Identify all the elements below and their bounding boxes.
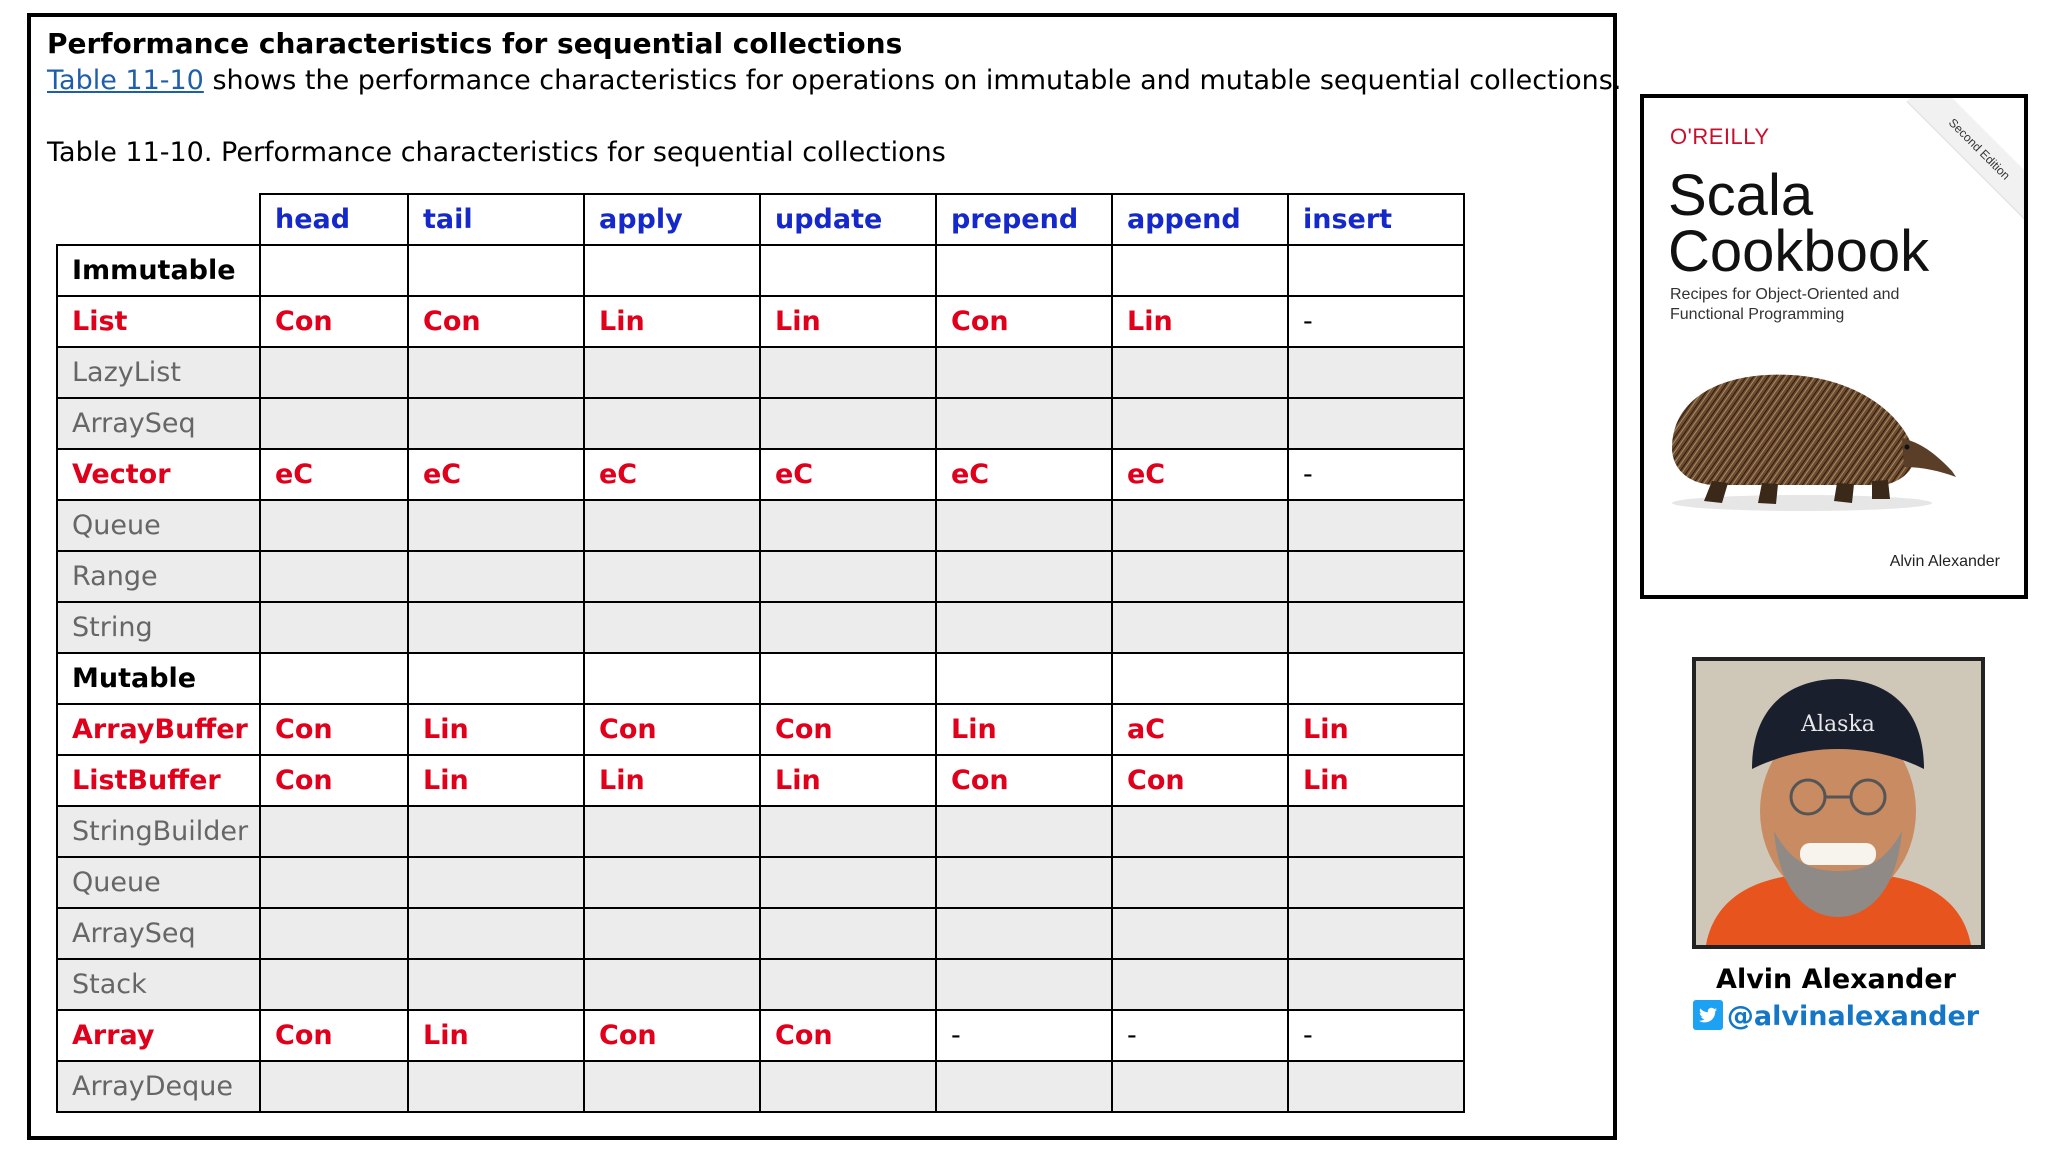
table-cell <box>408 347 584 398</box>
table-cell <box>260 551 408 602</box>
table-cell <box>408 857 584 908</box>
table-cell <box>260 653 408 704</box>
table-cell <box>936 602 1112 653</box>
column-header: head <box>260 194 408 245</box>
row-label: ArrayBuffer <box>57 704 260 755</box>
table-cell <box>584 245 760 296</box>
row-label: ArrayDeque <box>57 1061 260 1112</box>
table-cell: Lin <box>584 755 760 806</box>
header-corner <box>57 194 260 245</box>
table-cell <box>760 857 936 908</box>
table-cell <box>260 245 408 296</box>
book-author: Alvin Alexander <box>1889 553 2000 570</box>
column-header: update <box>760 194 936 245</box>
column-header: apply <box>584 194 760 245</box>
table-cell <box>760 806 936 857</box>
table-row <box>57 449 1464 500</box>
table-row <box>57 296 1464 347</box>
table-cell: Lin <box>408 1010 584 1061</box>
row-label: Mutable <box>57 653 260 704</box>
table-cell <box>1288 500 1464 551</box>
table-cell: eC <box>760 449 936 500</box>
table-cell <box>584 1061 760 1112</box>
table-row <box>57 908 1464 959</box>
row-label: String <box>57 602 260 653</box>
table-header-row <box>57 194 1464 245</box>
table-cell: Con <box>936 755 1112 806</box>
table-cell <box>584 398 760 449</box>
table-cell: Con <box>936 296 1112 347</box>
column-header: tail <box>408 194 584 245</box>
table-cell <box>1112 653 1288 704</box>
table-cell <box>1288 959 1464 1010</box>
row-label: LazyList <box>57 347 260 398</box>
table-row <box>57 245 1464 296</box>
table-cell: Lin <box>584 296 760 347</box>
table-cell <box>1288 653 1464 704</box>
echidna-illustration <box>1652 343 1972 518</box>
table-cell: - <box>1288 449 1464 500</box>
table-cell <box>936 959 1112 1010</box>
table-cell <box>260 806 408 857</box>
table-cell <box>260 857 408 908</box>
table-cell: Lin <box>1288 755 1464 806</box>
book-cover <box>1640 94 2028 599</box>
table-caption: Table 11-10. Performance characteristics for sequential collections <box>47 137 946 168</box>
table-row <box>57 857 1464 908</box>
table-cell <box>1112 959 1288 1010</box>
table-cell <box>584 959 760 1010</box>
table-cell <box>1112 347 1288 398</box>
book-title-line: Cookbook <box>1668 219 1930 284</box>
table-cell: Con <box>260 1010 408 1061</box>
table-cell: eC <box>1112 449 1288 500</box>
table-cell <box>584 653 760 704</box>
table-row <box>57 755 1464 806</box>
table-cell <box>1112 245 1288 296</box>
presenter-portrait <box>1696 661 1981 945</box>
row-label: Immutable <box>57 245 260 296</box>
table-cell <box>1288 551 1464 602</box>
table-cell: Con <box>260 704 408 755</box>
table-cell <box>760 551 936 602</box>
slide-panel <box>27 13 1622 1140</box>
table-cell <box>408 959 584 1010</box>
table-cell <box>408 398 584 449</box>
hat-text: Alaska <box>1801 712 1875 737</box>
table-cell: - <box>1112 1010 1288 1061</box>
table-cell: eC <box>584 449 760 500</box>
table-row <box>57 1010 1464 1061</box>
table-cell <box>760 959 936 1010</box>
table-cell: aC <box>1112 704 1288 755</box>
row-label: Queue <box>57 500 260 551</box>
table-cell <box>1288 398 1464 449</box>
table-cell <box>260 500 408 551</box>
presenter-name: Alvin Alexander <box>1716 964 1956 995</box>
table-body <box>57 245 1464 1112</box>
table-row <box>57 398 1464 449</box>
table-cell: Con <box>260 755 408 806</box>
table-row <box>57 347 1464 398</box>
table-row <box>57 500 1464 551</box>
table-cell <box>1288 857 1464 908</box>
table-cell <box>936 500 1112 551</box>
row-label: Vector <box>57 449 260 500</box>
table-row <box>57 602 1464 653</box>
row-label: Array <box>57 1010 260 1061</box>
table-cell <box>260 908 408 959</box>
table-cell: eC <box>936 449 1112 500</box>
table-cell <box>408 908 584 959</box>
table-cell <box>260 959 408 1010</box>
table-reference-link[interactable]: Table 11-10 <box>47 65 204 96</box>
twitter-handle[interactable] <box>1640 1000 2032 1032</box>
table-cell <box>584 551 760 602</box>
table-cell <box>1288 347 1464 398</box>
intro-text: shows the performance characteristics for operations on immutable and mutable sequential collections. <box>203 65 1622 96</box>
row-label: ListBuffer <box>57 755 260 806</box>
table-cell <box>936 1061 1112 1112</box>
table-cell: - <box>936 1010 1112 1061</box>
row-label: Stack <box>57 959 260 1010</box>
table-cell: Lin <box>1112 296 1288 347</box>
table-cell <box>1288 602 1464 653</box>
book-subtitle: Recipes for Object-Oriented and Functional Programming <box>1670 286 1900 323</box>
table-cell <box>1288 806 1464 857</box>
book-title-line: Scala <box>1668 163 1814 228</box>
table-cell: - <box>1288 296 1464 347</box>
row-label: ArraySeq <box>57 908 260 959</box>
table-cell <box>936 551 1112 602</box>
table-cell <box>584 908 760 959</box>
table-cell <box>260 602 408 653</box>
table-cell <box>1288 908 1464 959</box>
table-cell <box>1112 398 1288 449</box>
table-cell <box>408 500 584 551</box>
table-cell <box>1112 1061 1288 1112</box>
table-cell <box>1112 857 1288 908</box>
table-cell <box>260 1061 408 1112</box>
table-cell: eC <box>408 449 584 500</box>
table-cell <box>936 347 1112 398</box>
table-cell: Con <box>260 296 408 347</box>
table-row <box>57 653 1464 704</box>
table-row <box>57 1061 1464 1112</box>
table-cell <box>408 551 584 602</box>
table-cell <box>584 347 760 398</box>
table-cell <box>1112 551 1288 602</box>
book-title <box>1668 163 1930 284</box>
table-cell: Con <box>760 704 936 755</box>
table-cell: Lin <box>408 755 584 806</box>
table-cell <box>936 398 1112 449</box>
row-label: Queue <box>57 857 260 908</box>
table-cell <box>1288 1061 1464 1112</box>
table-cell <box>936 245 1112 296</box>
column-header: append <box>1112 194 1288 245</box>
table-cell <box>408 653 584 704</box>
edition-band: Second Edition <box>1907 94 2028 222</box>
table-cell <box>936 806 1112 857</box>
table-row <box>57 806 1464 857</box>
table-cell <box>760 245 936 296</box>
slide-title: Performance characteristics for sequential collections <box>47 27 903 60</box>
table-cell <box>760 653 936 704</box>
table-cell <box>760 602 936 653</box>
intro-paragraph <box>47 65 1621 96</box>
table-cell <box>584 500 760 551</box>
table-cell <box>1112 500 1288 551</box>
table-cell <box>1112 908 1288 959</box>
row-label: ArraySeq <box>57 398 260 449</box>
table-cell <box>936 857 1112 908</box>
table-cell <box>408 602 584 653</box>
table-cell <box>408 1061 584 1112</box>
row-label: List <box>57 296 260 347</box>
publisher-logo: O'REILLY <box>1670 124 1770 149</box>
presenter-photo <box>1692 657 1985 949</box>
table-cell: Lin <box>1288 704 1464 755</box>
table-cell: Con <box>584 704 760 755</box>
table-cell <box>936 653 1112 704</box>
table-cell: Lin <box>760 296 936 347</box>
table-cell <box>1112 806 1288 857</box>
twitter-handle-text: @alvinalexander <box>1726 1001 1980 1032</box>
table-cell: Lin <box>936 704 1112 755</box>
table-row <box>57 959 1464 1010</box>
table-cell <box>584 806 760 857</box>
table-cell <box>260 347 408 398</box>
table-cell: eC <box>260 449 408 500</box>
column-header: insert <box>1288 194 1464 245</box>
table-cell <box>1112 602 1288 653</box>
row-label: StringBuilder <box>57 806 260 857</box>
table-cell: Con <box>1112 755 1288 806</box>
table-cell: Lin <box>760 755 936 806</box>
table-cell: Con <box>584 1010 760 1061</box>
table-cell <box>584 857 760 908</box>
table-row <box>57 704 1464 755</box>
table-cell <box>760 398 936 449</box>
table-cell: Lin <box>408 704 584 755</box>
performance-table <box>56 193 1465 1113</box>
table-cell <box>260 398 408 449</box>
table-cell <box>1288 245 1464 296</box>
table-cell <box>584 602 760 653</box>
row-label: Range <box>57 551 260 602</box>
table-cell <box>408 806 584 857</box>
table-cell <box>760 1061 936 1112</box>
table-cell <box>760 500 936 551</box>
table-cell: - <box>1288 1010 1464 1061</box>
table-cell <box>760 908 936 959</box>
column-header: prepend <box>936 194 1112 245</box>
twitter-icon <box>1693 1000 1723 1030</box>
table-cell <box>936 908 1112 959</box>
table-row <box>57 551 1464 602</box>
table-cell: Con <box>760 1010 936 1061</box>
table-cell: Con <box>408 296 584 347</box>
table-cell <box>408 245 584 296</box>
table-cell <box>760 347 936 398</box>
